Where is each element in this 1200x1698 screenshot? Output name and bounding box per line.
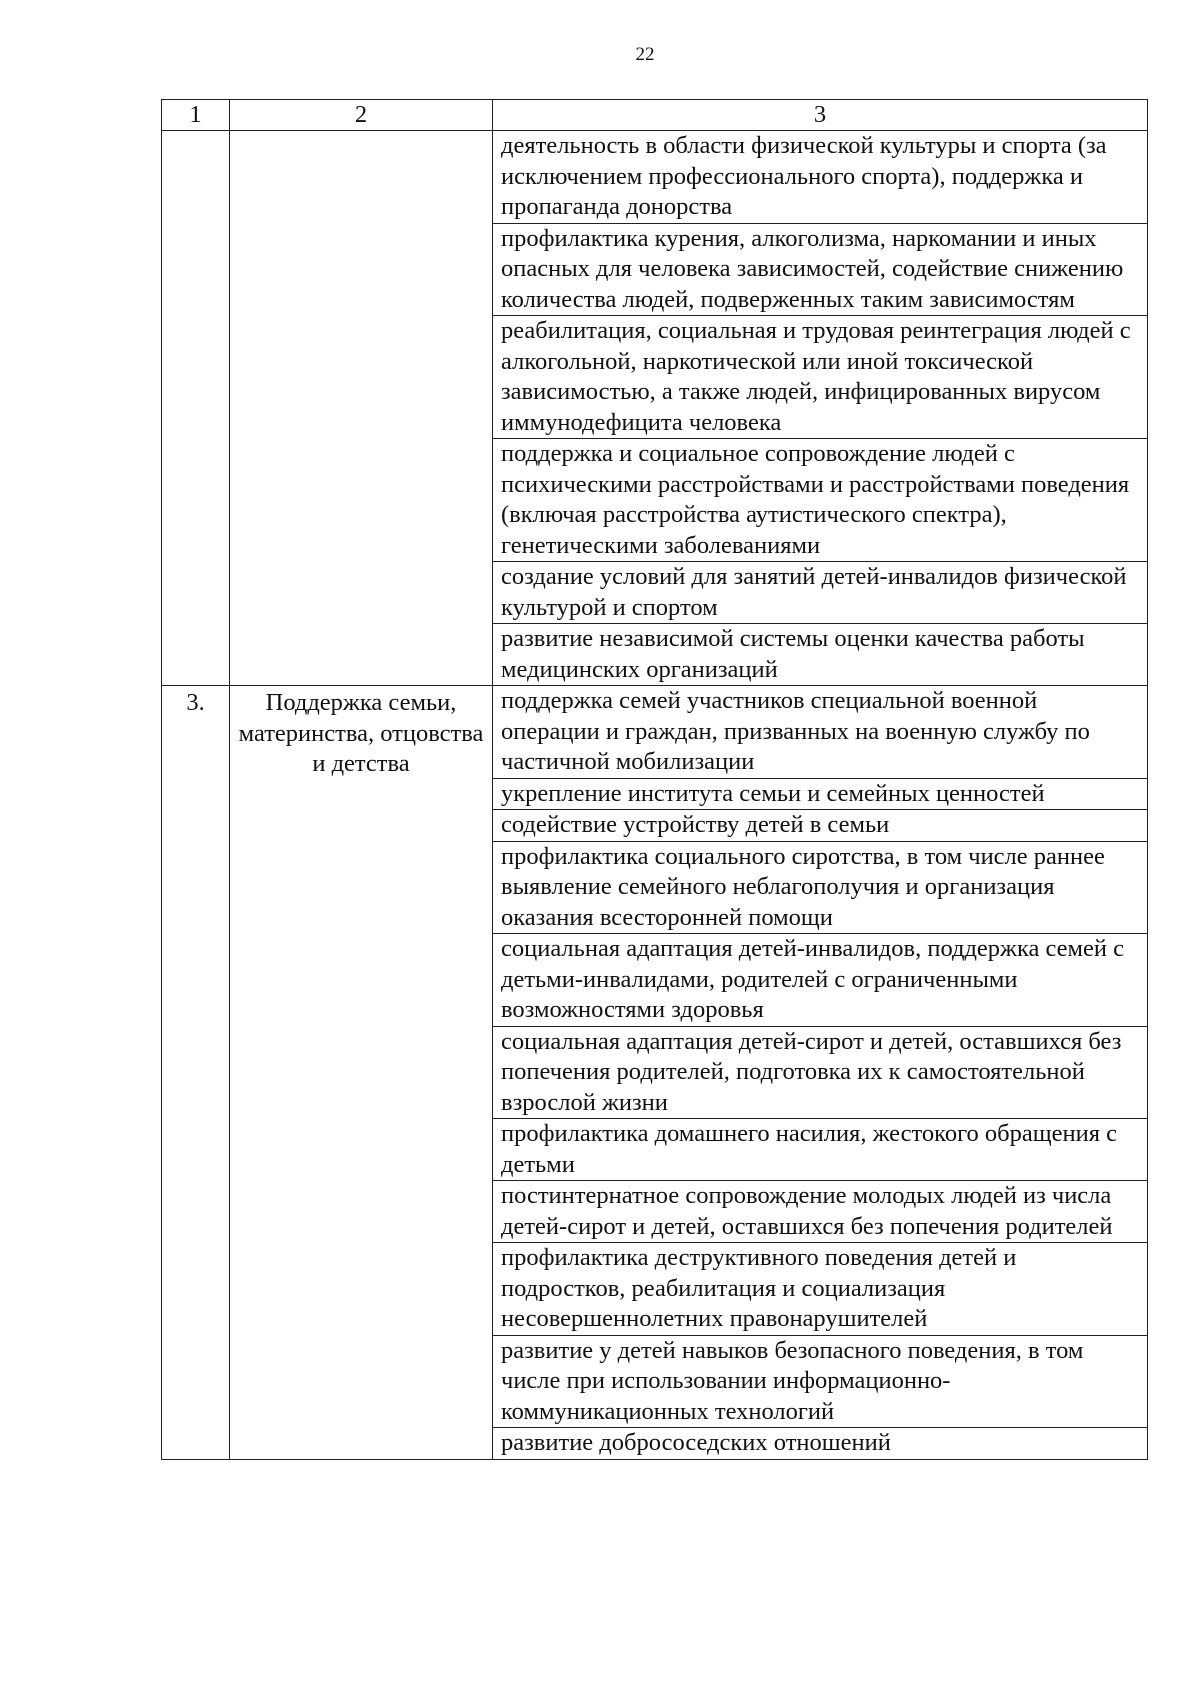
activities-table [161, 99, 1148, 1460]
table-row [162, 686, 1148, 779]
activity-cell: социальная адаптация детей-инвалидов, поддержка семей с детьми-инвалидами, родителей с ограниченными возможностями здоровья [493, 934, 1148, 1027]
activity-cell: профилактика домашнего насилия, жестокого обращения с детьми [493, 1119, 1148, 1181]
column-header-1: 1 [162, 100, 230, 131]
activity-cell: развитие добрососедских отношений [493, 1428, 1148, 1460]
activity-cell: реабилитация, социальная и трудовая реинтеграция людей с алкогольной, наркотической или иной токсической зависимостью, а также людей, инфицированных вирусом иммунодефицита человека [493, 316, 1148, 439]
activity-cell: социальная адаптация детей-сирот и детей, оставшихся без попечения родителей, подготовка их к самостоятельной взрослой жизни [493, 1026, 1148, 1119]
section-number-cell: 3. [162, 686, 230, 1460]
activity-cell: создание условий для занятий детей-инвалидов физической культурой и спортом [493, 562, 1148, 624]
activity-cell: развитие независимой системы оценки качества работы медицинских организаций [493, 624, 1148, 686]
activity-cell: постинтернатное сопровождение молодых людей из числа детей-сирот и детей, оставшихся без попечения родителей [493, 1181, 1148, 1243]
table-header-row [162, 100, 1148, 131]
activity-cell: профилактика деструктивного поведения детей и подростков, реабилитация и социализация несовершеннолетних правонарушителей [493, 1243, 1148, 1336]
page-number: 22 [635, 44, 655, 65]
section-name-cell: Поддержка семьи, материнства, отцовства и детства [230, 686, 493, 1460]
activity-cell: поддержка семей участников специальной военной операции и граждан, призванных на военную службу по частичной мобилизации [493, 686, 1148, 779]
column-header-3: 3 [493, 100, 1148, 131]
activity-cell: профилактика социального сиротства, в том числе раннее выявление семейного неблагополучия и организация оказания всесторонней помощи [493, 841, 1148, 934]
activity-cell: профилактика курения, алкоголизма, наркомании и иных опасных для человека зависимостей, содействие снижению количества людей, подверженных таким зависимостям [493, 223, 1148, 316]
empty-name-cell [230, 131, 493, 686]
empty-number-cell [162, 131, 230, 686]
activity-cell: укрепление института семьи и семейных ценностей [493, 778, 1148, 810]
column-header-2: 2 [230, 100, 493, 131]
activity-cell: поддержка и социальное сопровождение людей с психическими расстройствами и расстройствами поведения (включая расстройства аутистического спектра), генетическими заболеваниями [493, 439, 1148, 562]
activity-cell: содействие устройству детей в семьи [493, 810, 1148, 842]
activity-cell: развитие у детей навыков безопасного поведения, в том числе при использовании информационно-коммуникационных технологий [493, 1335, 1148, 1428]
activity-cell: деятельность в области физической культуры и спорта (за исключением профессионального спорта), поддержка и пропаганда донорства [493, 131, 1148, 224]
table-row [162, 131, 1148, 224]
